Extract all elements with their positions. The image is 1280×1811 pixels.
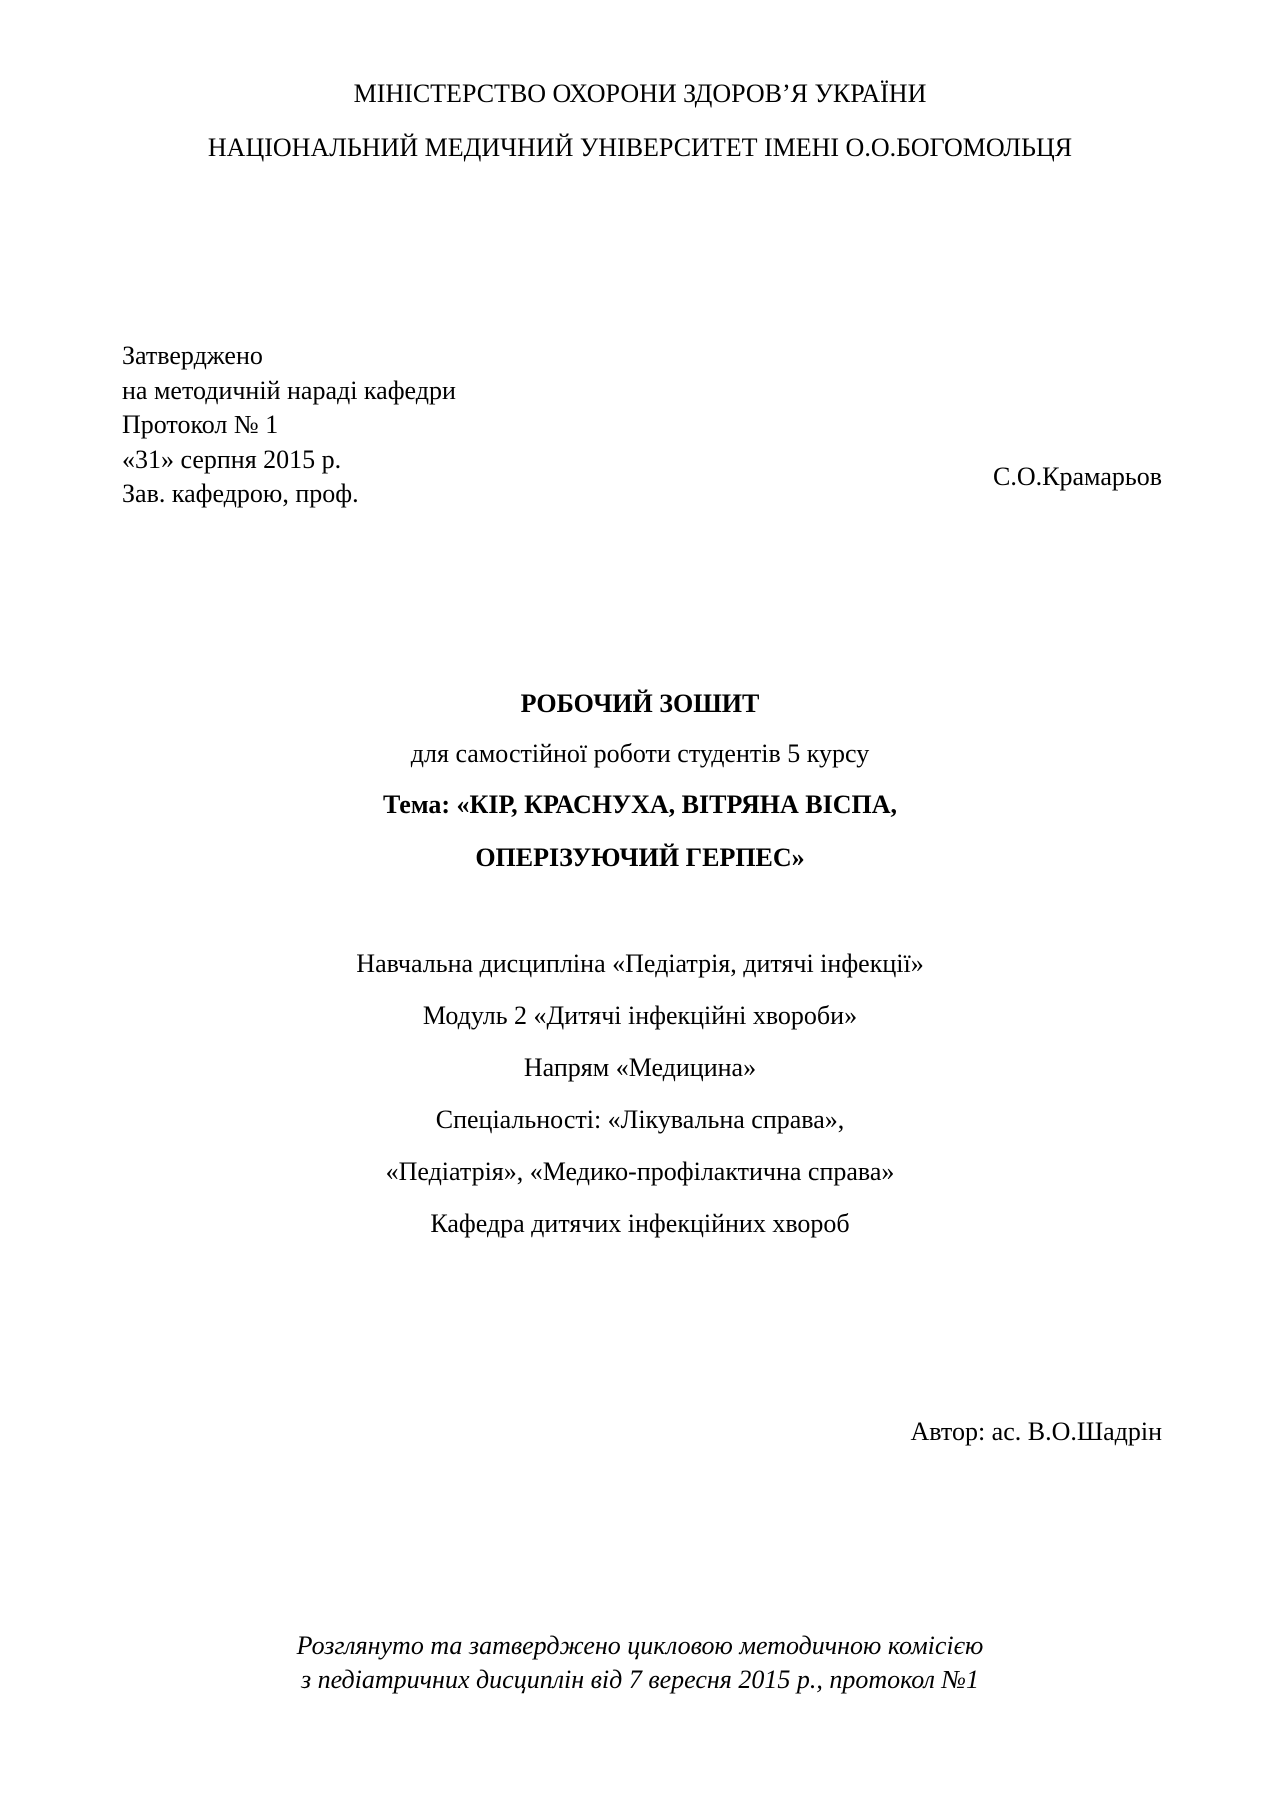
university-heading: НАЦІОНАЛЬНИЙ МЕДИЧНИЙ УНІВЕРСИТЕТ ІМЕНІ О.О.БОГОМОЛЬЦЯ bbox=[207, 133, 1073, 162]
discipline-direction: Напрям «Медицина» bbox=[523, 1053, 757, 1082]
ministry-heading: МІНІСТЕРСТВО ОХОРОНИ ЗДОРОВ’Я УКРАЇНИ bbox=[353, 79, 927, 108]
author-line: Автор: ас. В.О.Шадрін bbox=[910, 1417, 1162, 1446]
discipline-module: Модуль 2 «Дитячі інфекційні хвороби» bbox=[422, 1001, 858, 1030]
footer-line-2: з педіатричних дисциплін від 7 вересня 2015 р., протокол №1 bbox=[300, 1665, 980, 1694]
approval-line-protocol: Протокол № 1 bbox=[122, 410, 279, 439]
document-title: РОБОЧИЙ ЗОШИТ bbox=[520, 689, 760, 718]
approval-line-head: Зав. кафедрою, проф. bbox=[122, 479, 359, 508]
approval-line-meeting: на методичній нараді кафедри bbox=[122, 375, 456, 405]
approval-block bbox=[122, 339, 456, 512]
approval-line-date: «31» серпня 2015 р. bbox=[122, 444, 342, 474]
approval-line-approved: Затверджено bbox=[122, 341, 263, 370]
topic-line-1: Тема: «КІР, КРАСНУХА, ВІТРЯНА ВІСПА, bbox=[382, 790, 898, 819]
discipline-specialties-1: Спеціальності: «Лікувальна справа», bbox=[435, 1105, 845, 1134]
discipline-course: Навчальна дисципліна «Педіатрія, дитячі інфекції» bbox=[356, 949, 924, 978]
topic-line-2: ОПЕРІЗУЮЧИЙ ГЕРПЕС» bbox=[475, 843, 805, 872]
discipline-department: Кафедра дитячих інфекційних хвороб bbox=[430, 1209, 850, 1238]
document-subtitle: для самостійної роботи студентів 5 курсу bbox=[410, 739, 870, 768]
discipline-specialties-2: «Педіатрія», «Медико-профілактична справа» bbox=[385, 1157, 895, 1186]
footer-line-1: Розглянуто та затверджено цикловою методичною комісією bbox=[296, 1631, 984, 1660]
approval-signer: С.О.Крамарьов bbox=[993, 462, 1162, 491]
